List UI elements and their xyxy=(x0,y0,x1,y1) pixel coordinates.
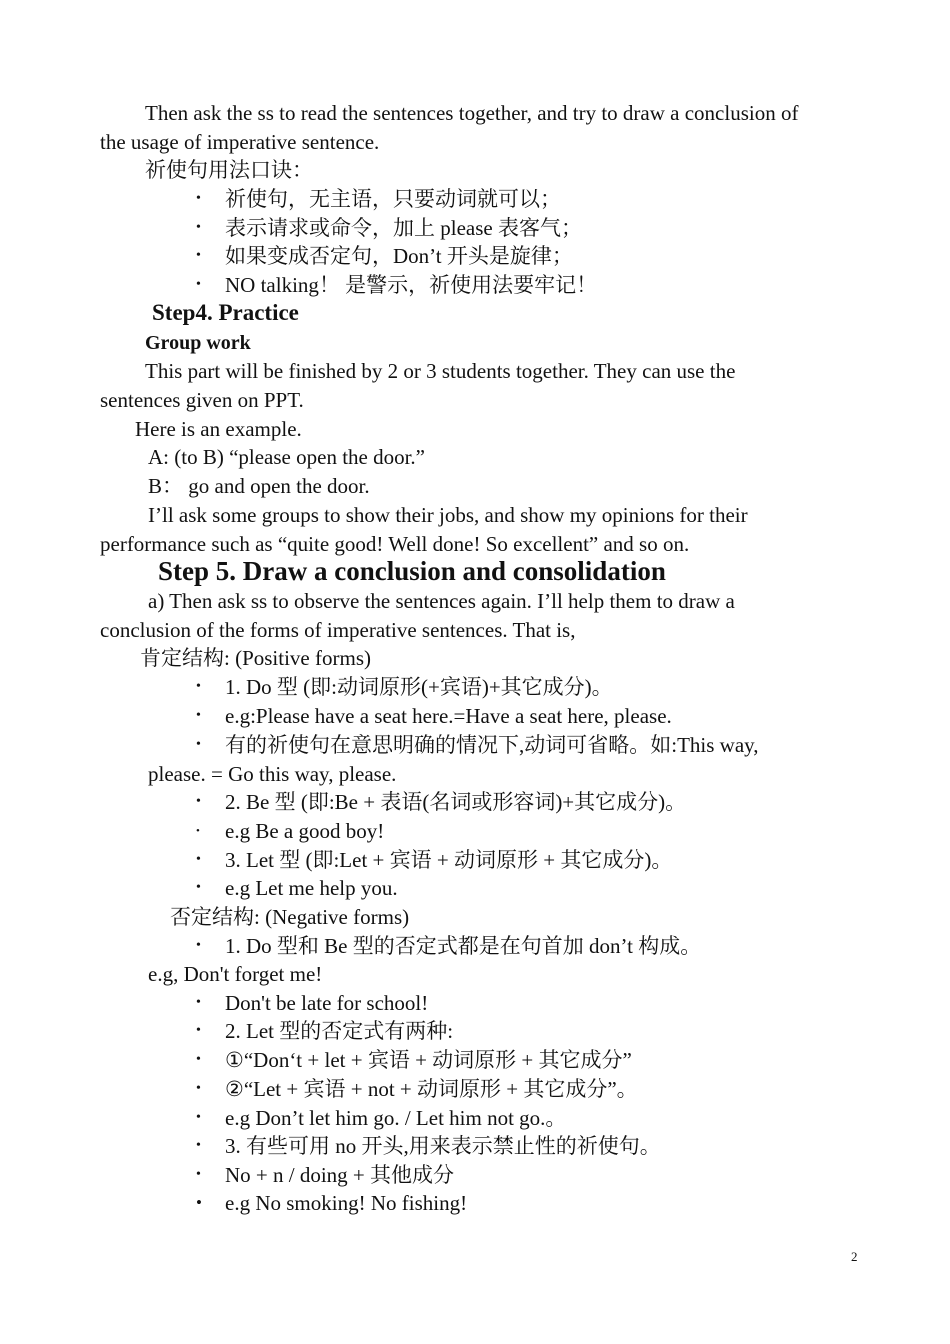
dialogue-a: A: (to B) “please open the door.” xyxy=(148,445,425,469)
step4-heading: Step4. Practice xyxy=(152,300,299,325)
rhyme-line-4: NO talking！ 是警示，祈使用法要牢记！ xyxy=(225,273,598,297)
rhyme-title: 祈使句用法口诀： xyxy=(145,158,313,182)
positive-item-4: 2. Be 型 (即:Be + 表语(名词或形容词)+其它成分)。 xyxy=(225,790,687,814)
step4-line-3: I’ll ask some groups to show their jobs, and show my opinions for their xyxy=(148,503,748,527)
negative-item-3: 2. Let 型的否定式有两种: xyxy=(225,1019,454,1043)
bullet-icon: • xyxy=(196,1081,201,1096)
bullet-icon: • xyxy=(196,825,200,837)
negative-item-2: Don't be late for school! xyxy=(225,991,429,1015)
bullet-icon: • xyxy=(196,679,201,694)
intro-line-2: the usage of imperative sentence. xyxy=(100,130,380,154)
step5-line-1: a) Then ask ss to observe the sentences again. I’ll help them to draw a xyxy=(148,589,735,613)
bullet-icon: • xyxy=(196,1138,201,1153)
group-work-heading: Group work xyxy=(145,332,251,354)
positive-item-3: 有的祈使句在意思明确的情况下,动词可省略。如:This way, xyxy=(225,733,759,757)
rhyme-line-3: 如果变成否定句，Don’t 开头是旋律； xyxy=(225,244,573,268)
rhyme-line-2: 表示请求或命令，加上 please 表客气； xyxy=(225,216,582,240)
negative-item-9: e.g No smoking! No fishing! xyxy=(225,1191,468,1215)
positive-item-7: e.g Let me help you. xyxy=(225,876,398,900)
positive-item-1: 1. Do 型 (即:动词原形(+宾语)+其它成分)。 xyxy=(225,675,613,699)
dialogue-b: B： go and open the door. xyxy=(148,474,370,498)
step4-line-4: performance such as “quite good! Well done! So excellent” and so on. xyxy=(100,532,690,556)
bullet-icon: • xyxy=(196,1110,201,1125)
positive-item-5: e.g Be a good boy! xyxy=(225,819,385,843)
positive-forms-title: 肯定结构: (Positive forms) xyxy=(140,646,371,670)
bullet-icon: • xyxy=(196,1167,201,1182)
bullet-icon: • xyxy=(196,995,201,1010)
negative-item-1: 1. Do 型和 Be 型的否定式都是在句首加 don’t 构成。 xyxy=(225,934,702,958)
bullet-icon: • xyxy=(196,880,201,895)
bullet-icon: • xyxy=(196,938,201,953)
bullet-icon: • xyxy=(196,191,201,206)
bullet-icon: • xyxy=(196,277,201,292)
bullet-icon: • xyxy=(196,220,201,235)
step4-line-1: This part will be finished by 2 or 3 students together. They can use the xyxy=(145,359,736,383)
negative-item-8: No + n / doing + 其他成分 xyxy=(225,1163,455,1187)
negative-forms-title: 否定结构: (Negative forms) xyxy=(170,905,410,929)
step4-line-2: sentences given on PPT. xyxy=(100,388,304,412)
negative-item-7: 3. 有些可用 no 开头,用来表示禁止性的祈使句。 xyxy=(225,1134,661,1158)
bullet-icon: • xyxy=(196,1193,202,1212)
negative-item-1-example: e.g, Don't forget me! xyxy=(148,962,323,986)
negative-item-6: e.g Don’t let him go. / Let him not go.。 xyxy=(225,1106,567,1130)
bullet-icon: • xyxy=(196,708,201,723)
bullet-icon: • xyxy=(196,737,201,752)
example-intro: Here is an example. xyxy=(135,417,302,441)
step5-line-2: conclusion of the forms of imperative sentences. That is, xyxy=(100,618,576,642)
bullet-icon: • xyxy=(196,1023,201,1038)
negative-item-5: ②“Let + 宾语 + not + 动词原形 + 其它成分”。 xyxy=(225,1077,638,1101)
intro-line-1: Then ask the ss to read the sentences together, and try to draw a conclusion of xyxy=(145,101,799,125)
bullet-icon: • xyxy=(196,794,201,809)
positive-item-6: 3. Let 型 (即:Let + 宾语 + 动词原形 + 其它成分)。 xyxy=(225,848,673,872)
step5-heading: Step 5. Draw a conclusion and consolidation xyxy=(158,556,666,586)
rhyme-line-1: 祈使句，无主语，只要动词就可以； xyxy=(225,187,561,211)
positive-item-3-continued: please. = Go this way, please. xyxy=(148,762,397,786)
bullet-icon: • xyxy=(196,248,201,263)
positive-item-2: e.g:Please have a seat here.=Have a seat here, please. xyxy=(225,704,672,728)
negative-item-4: ①“Don‘t + let + 宾语 + 动词原形 + 其它成分” xyxy=(225,1048,632,1072)
page-number: 2 xyxy=(851,1249,858,1264)
bullet-icon: • xyxy=(196,852,201,867)
bullet-icon: • xyxy=(196,1052,201,1067)
